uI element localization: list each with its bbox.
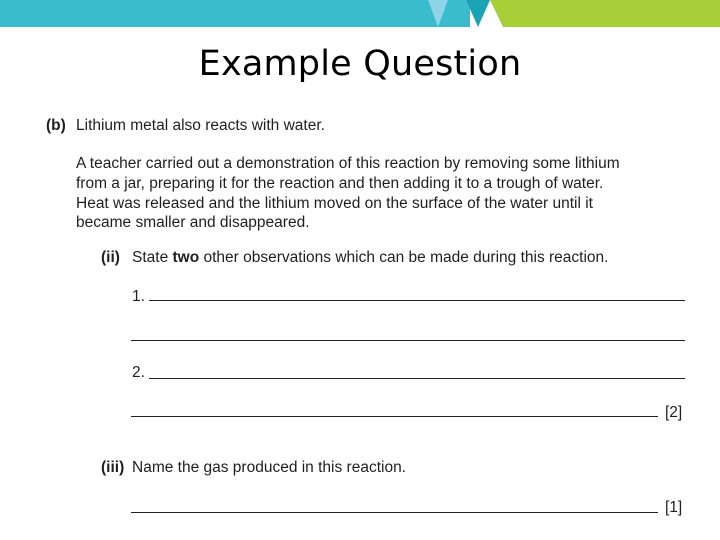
question-ii-marks: [2] [665, 404, 683, 421]
question-ii-text-before: State [132, 249, 173, 266]
answer-line-1-continued[interactable] [131, 340, 685, 341]
question-iii-marks: [1] [665, 499, 683, 516]
answer-line-2-continued[interactable] [131, 416, 658, 417]
part-b-intro: Lithium metal also reacts with water. [76, 117, 325, 134]
question-iii-text: Name the gas produced in this reaction. [132, 459, 406, 476]
question-iii-label: (iii) [101, 459, 125, 476]
question-ii-label: (ii) [101, 249, 120, 266]
answer-line-1[interactable] [149, 300, 685, 301]
paragraph-line: from a jar, preparing it for the reaction and then adding it to a trough of water. [76, 175, 604, 192]
answer-line-3[interactable] [131, 512, 658, 513]
part-b-label: (b) [46, 117, 66, 134]
answer-2-number: 2. [132, 364, 145, 381]
paragraph-line: became smaller and disappeared. [76, 214, 310, 231]
answer-line-2[interactable] [149, 378, 685, 379]
question-ii-text [132, 248, 608, 268]
paragraph-line: Heat was released and the lithium moved on the surface of the water until it [76, 195, 593, 212]
answer-1-number: 1. [132, 288, 145, 305]
header-band [0, 0, 720, 27]
question-ii-text-bold: two [172, 249, 200, 266]
paragraph-line: A teacher carried out a demonstration of this reaction by removing some lithium [76, 155, 620, 172]
page-title: Example Question [198, 44, 522, 84]
question-ii-text-after: other observations which can be made during this reaction. [199, 249, 609, 266]
header-band-teal [0, 0, 470, 27]
header-band-lime [490, 0, 720, 27]
